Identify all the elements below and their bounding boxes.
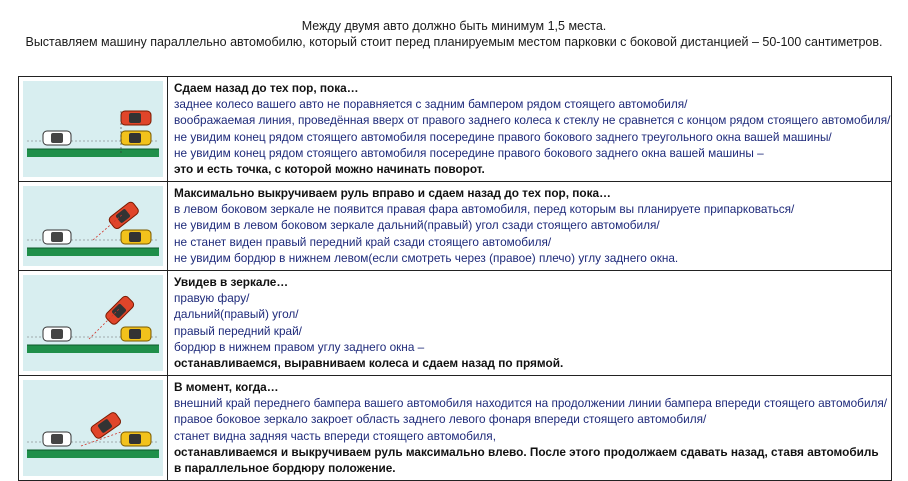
step-3-item: правую фару/: [174, 291, 250, 306]
step-4-heading: В момент, когда…: [174, 380, 279, 394]
step-2-item: не увидим в левом боковом зеркале дальний(правый) угол сзади стоящего автомобиля/: [174, 218, 660, 233]
step-1-item: воображаемая линия, проведённая вверх от правого заднего колеса к стеклу не сравнется с концом рядом стоящего автомобиля/: [174, 113, 891, 128]
step-3-text: [168, 271, 891, 375]
step-1-final: это и есть точка, с которой можно начинать поворот.: [174, 162, 485, 177]
step-2-heading: Максимально выкручиваем руль вправо и сдаем назад до тех пор, пока…: [174, 186, 611, 200]
step-4-item: станет видна задняя часть впереди стоящего автомобиля,: [174, 428, 496, 443]
step-3-item: бордюр в нижнем правом углу заднего окна –: [174, 339, 425, 354]
yellow-car-icon: [121, 432, 151, 446]
step-4-illustration: [19, 376, 168, 480]
step-1-item: не увидим конец рядом стоящего автомобиля посередине правого бокового заднего окна вашей машины –: [174, 145, 764, 160]
step-4-item: правое боковое зеркало закроет область заднего левого фонаря впереди стоящего автомобиля/: [174, 412, 707, 427]
step-2-illustration: [19, 182, 168, 270]
yellow-car-icon: [121, 131, 151, 145]
step-1-illustration: [19, 77, 168, 181]
step-row-2: [18, 182, 892, 271]
parking-steps-table: [18, 76, 892, 481]
step-1-item: заднее колесо вашего авто не поравняется с задним бампером рядом стоящего автомобиля/: [174, 97, 688, 112]
step-4-item: внешний край переднего бампера вашего автомобиля находится на продолжении линии бампера впереди стоящего автомобиля/: [174, 396, 888, 411]
step-row-3: [18, 271, 892, 376]
step-row-4: [18, 376, 892, 481]
white-car-icon: [43, 131, 71, 145]
white-car-icon: [43, 230, 71, 244]
step-3-item: дальний(правый) угол/: [174, 307, 299, 322]
intro-line-2: Выставляем машину параллельно автомобилю, который стоит перед планируемым местом парковки с боковой дистанцией – 50-100 сантиметров.: [25, 35, 883, 49]
intro-line-1: Между двумя авто должно быть минимум 1,5 места.: [301, 19, 607, 33]
step-3-heading: Увидев в зеркале…: [174, 275, 289, 289]
step-3-item: правый передний край/: [174, 323, 302, 338]
step-2-text: [168, 182, 891, 270]
step-3-final: останавливаемся, выравниваем колеса и сдаем назад по прямой.: [174, 356, 564, 371]
parking-diagram-2: [23, 186, 163, 266]
step-1-item: не увидим конец рядом стоящего автомобиля посередине правого бокового заднего треугольного окна вашей машины/: [174, 129, 832, 144]
white-car-icon: [43, 327, 71, 341]
step-3-illustration: [19, 271, 168, 375]
step-1-heading: Сдаем назад до тех пор, пока…: [174, 81, 359, 95]
step-2-item: в левом боковом зеркале не появится правая фара автомобиля, перед которым вы планируете припарковаться/: [174, 202, 795, 217]
red-car-icon: [121, 111, 151, 125]
step-4-text: [168, 376, 893, 480]
intro: [0, 18, 908, 50]
yellow-car-icon: [121, 230, 151, 244]
parking-diagram-1: [23, 81, 163, 177]
step-row-1: [18, 77, 892, 182]
step-4-final: останавливаемся и выкручиваем руль максимально влево. После этого продолжаем сдавать назад, ставя автомобиль в параллельное бордюру положение.: [174, 444, 879, 476]
step-2-item: не станет виден правый передний край сзади стоящего автомобиля/: [174, 234, 552, 249]
step-2-item: не увидим бордюр в нижнем левом(если смотреть через (правое) плечо) углу заднего окна.: [174, 250, 679, 265]
yellow-car-icon: [121, 327, 151, 341]
white-car-icon: [43, 432, 71, 446]
parking-diagram-4: [23, 380, 163, 476]
step-1-text: [168, 77, 896, 181]
parking-diagram-3: [23, 275, 163, 371]
